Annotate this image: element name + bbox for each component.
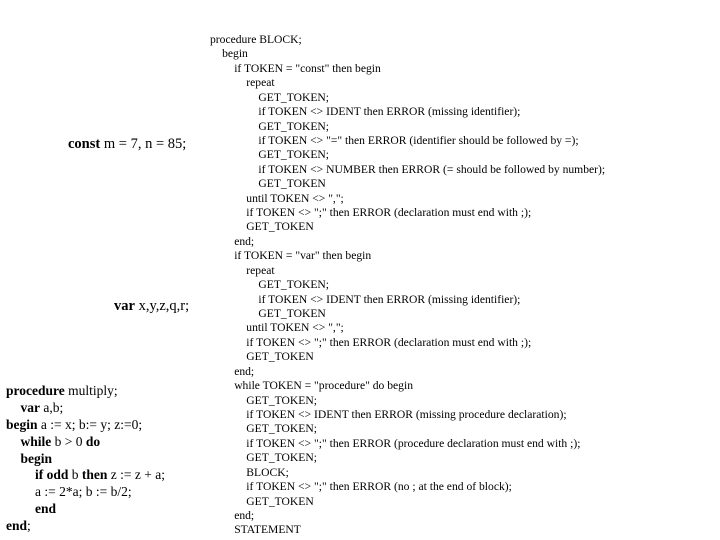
code-line: GET_TOKEN xyxy=(246,494,314,508)
code-line xyxy=(6,400,165,417)
code-line: procedure BLOCK; xyxy=(210,33,302,46)
code-line: if TOKEN <> NUMBER then ERROR (= should be followed by number); xyxy=(258,162,606,176)
code-line: GET_TOKEN; xyxy=(246,422,317,436)
code-line: if TOKEN = "var" then begin xyxy=(234,249,372,263)
code-line: GET_TOKEN; xyxy=(258,148,330,162)
code-line: GET_TOKEN; xyxy=(246,393,317,407)
code-keyword: begin xyxy=(6,416,38,432)
code-keyword: then xyxy=(81,467,108,483)
code-line: repeat xyxy=(246,76,275,90)
code-text: ; xyxy=(27,518,31,534)
code-line: BLOCK; xyxy=(246,465,289,479)
code-text: b xyxy=(68,467,82,483)
code-line: GET_TOKEN; xyxy=(258,119,330,133)
code-line: if TOKEN <> ";" then ERROR (declaration must end with ;); xyxy=(246,206,532,220)
code-line xyxy=(6,383,165,400)
code-keyword: begin xyxy=(20,450,53,466)
block-procedure-code xyxy=(210,33,605,538)
code-line xyxy=(6,434,165,451)
code-keyword: procedure xyxy=(6,383,65,398)
code-line xyxy=(6,451,165,468)
code-keyword: if odd xyxy=(35,467,69,483)
code-line: end; xyxy=(234,364,255,378)
code-keyword: do xyxy=(85,433,101,449)
code-line: end; xyxy=(234,234,255,248)
code-text: a,b; xyxy=(40,399,64,415)
code-line: end; xyxy=(234,508,255,522)
code-line: GET_TOKEN; xyxy=(246,451,317,465)
code-line: if TOKEN <> ";" then ERROR (no ; at the end of block); xyxy=(246,480,512,494)
code-keyword: end xyxy=(35,501,57,517)
code-line: begin xyxy=(222,47,248,61)
code-line xyxy=(6,501,165,518)
code-line: until TOKEN <> ","; xyxy=(246,321,344,335)
const-declaration-text: m = 7, n = 85; xyxy=(100,136,187,152)
code-keyword: var xyxy=(20,399,40,415)
code-line: GET_TOKEN xyxy=(246,350,314,364)
code-text: z := z + a; xyxy=(107,467,165,483)
code-text: b > 0 xyxy=(51,433,86,449)
code-line: STATEMENT xyxy=(234,523,301,537)
multiply-procedure xyxy=(6,383,165,535)
code-line: if TOKEN <> IDENT then ERROR (missing procedure declaration); xyxy=(246,407,567,421)
code-line: GET_TOKEN; xyxy=(258,90,330,104)
code-text: a := x; b:= y; z:=0; xyxy=(37,416,143,432)
code-line xyxy=(6,518,165,535)
code-line xyxy=(6,484,165,501)
var-keyword: var xyxy=(114,298,135,314)
const-keyword: const xyxy=(68,136,101,152)
code-line: if TOKEN <> ";" then ERROR (procedure declaration must end with ;); xyxy=(246,436,581,450)
var-declaration-text: x,y,z,q,r; xyxy=(134,298,190,314)
code-line: while TOKEN = "procedure" do begin xyxy=(234,379,414,393)
code-line: if TOKEN = "const" then begin xyxy=(234,61,381,75)
code-line: GET_TOKEN; xyxy=(258,278,330,292)
code-line: until TOKEN <> ","; xyxy=(246,191,344,205)
code-line: GET_TOKEN xyxy=(258,307,326,321)
code-line: repeat xyxy=(246,263,275,277)
code-line: GET_TOKEN xyxy=(258,177,326,191)
code-text: multiply; xyxy=(64,383,118,398)
const-declaration xyxy=(68,136,186,153)
var-declaration xyxy=(114,298,189,315)
code-keyword: while xyxy=(20,433,52,449)
code-keyword: end xyxy=(6,518,28,534)
code-line xyxy=(6,417,165,434)
code-line xyxy=(6,467,165,484)
code-text: a := 2*a; b := b/2; xyxy=(35,484,132,500)
code-line: if TOKEN <> ";" then ERROR (declaration must end with ;); xyxy=(246,335,532,349)
code-line: GET_TOKEN xyxy=(246,220,314,234)
code-line: if TOKEN <> "=" then ERROR (identifier should be followed by =); xyxy=(258,133,579,147)
code-line: if TOKEN <> IDENT then ERROR (missing identifier); xyxy=(258,292,521,306)
code-line: if TOKEN <> IDENT then ERROR (missing identifier); xyxy=(258,105,521,119)
